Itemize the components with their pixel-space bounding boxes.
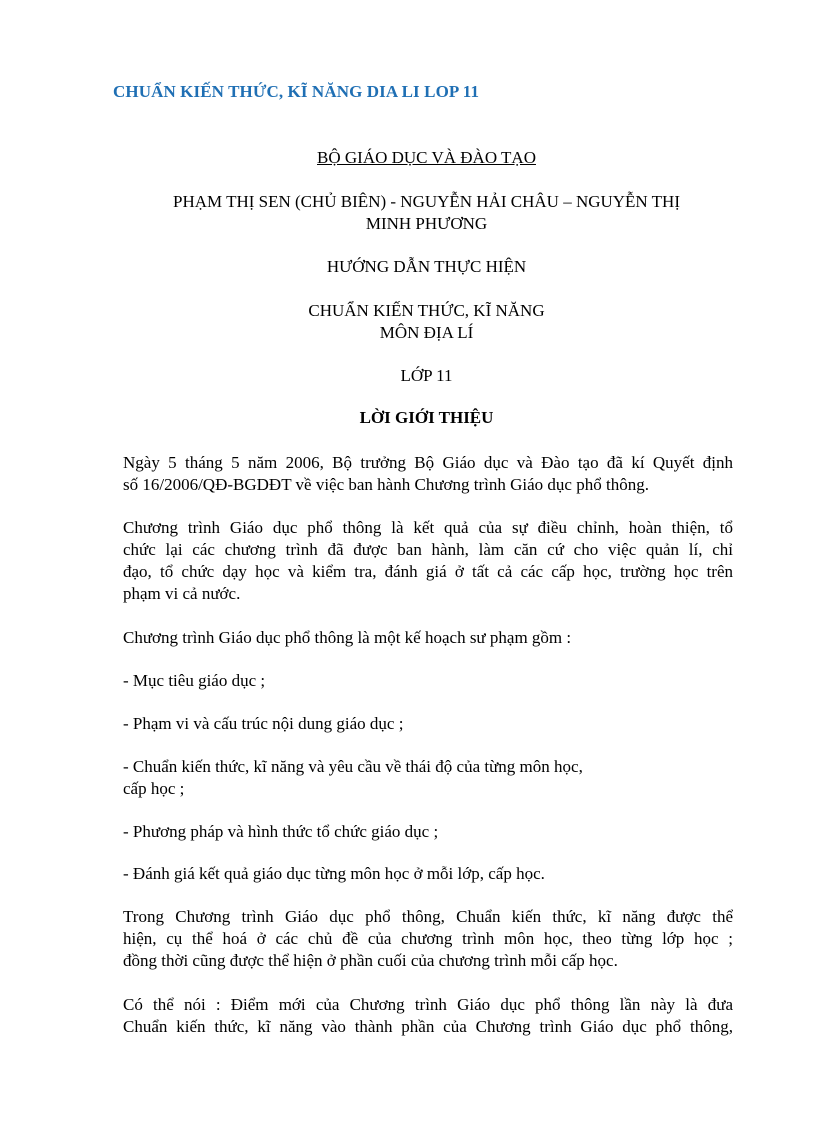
- author-list: [113, 191, 740, 235]
- paragraph-line: số 16/2006/QĐ-BGDĐT về việc ban hành Chương trình Giáo dục phổ thông.: [123, 475, 649, 494]
- bullet-item: - Đánh giá kết quả giáo dục từng môn học ở mỗi lớp, cấp học.: [123, 864, 545, 883]
- paragraph-line: Ngày 5 tháng 5 năm 2006, Bộ trưởng Bộ Giáo dục và Đào tạo đã kí Quyết định: [123, 453, 733, 472]
- document-header-title: CHUẨN KIẾN THỨC, KĨ NĂNG DIA LI LOP 11: [113, 82, 480, 101]
- paragraph-line: phạm vi cả nước.: [123, 584, 241, 603]
- bullet-item: - Mục tiêu giáo dục ;: [123, 671, 266, 690]
- paragraph-line: Trong Chương trình Giáo dục phổ thông, Chuẩn kiến thức, kĩ năng được thể: [123, 907, 733, 926]
- bullet-item: - Phạm vi và cấu trúc nội dung giáo dục ;: [123, 714, 404, 733]
- author-line: PHẠM THỊ SEN (CHỦ BIÊN) - NGUYỄN HẢI CHÂU – NGUYỄN THỊ: [173, 192, 680, 211]
- bullet-line: - Chuẩn kiến thức, kĩ năng và yêu cầu về thái độ của từng môn học,: [123, 757, 583, 776]
- bullet-item: [123, 756, 733, 800]
- paragraph: [123, 517, 733, 605]
- author-line: MINH PHƯƠNG: [365, 214, 488, 233]
- paragraph-line: đạo, tổ chức dạy học và kiểm tra, đánh giá ở tất cả các cấp học, trường học trên: [123, 562, 733, 581]
- subject-line: MÔN ĐỊA LÍ: [379, 323, 474, 342]
- paragraph: [123, 906, 733, 972]
- subject-title: [113, 300, 740, 344]
- paragraph: [123, 994, 733, 1038]
- paragraph-line: đồng thời cũng được thể hiện ở phần cuối của chương trình mỗi cấp học.: [123, 951, 618, 970]
- paragraph-line: chức lại các chương trình đã được ban hành, làm căn cứ cho việc quản lí, chỉ: [123, 540, 733, 559]
- guide-title: HƯỚNG DẪN THỰC HIỆN: [326, 257, 527, 276]
- paragraph-line: hiện, cụ thể hoá ở các chủ đề của chương trình môn học, theo từng lớp học ;: [123, 929, 733, 948]
- paragraph-line: Có thể nói : Điểm mới của Chương trình Giáo dục phổ thông lần này là đưa: [123, 995, 733, 1014]
- ministry-name: BỘ GIÁO DỤC VÀ ĐÀO TẠO: [317, 148, 536, 167]
- paragraph-line: Chuẩn kiến thức, kĩ năng vào thành phần của Chương trình Giáo dục phổ thông,: [123, 1017, 733, 1036]
- bullet-item: - Phương pháp và hình thức tổ chức giáo dục ;: [123, 822, 439, 841]
- subject-line: CHUẨN KIẾN THỨC, KĨ NĂNG: [308, 301, 545, 320]
- paragraph-line: Chương trình Giáo dục phổ thông là kết quả của sự điều chỉnh, hoàn thiện, tổ: [123, 518, 733, 537]
- bullet-line: cấp học ;: [123, 779, 185, 798]
- intro-heading: LỜI GIỚI THIỆU: [359, 408, 494, 427]
- paragraph: [123, 452, 733, 496]
- grade-label: LỚP 11: [400, 366, 453, 385]
- paragraph: Chương trình Giáo dục phổ thông là một kế hoạch sư phạm gồm :: [123, 628, 572, 647]
